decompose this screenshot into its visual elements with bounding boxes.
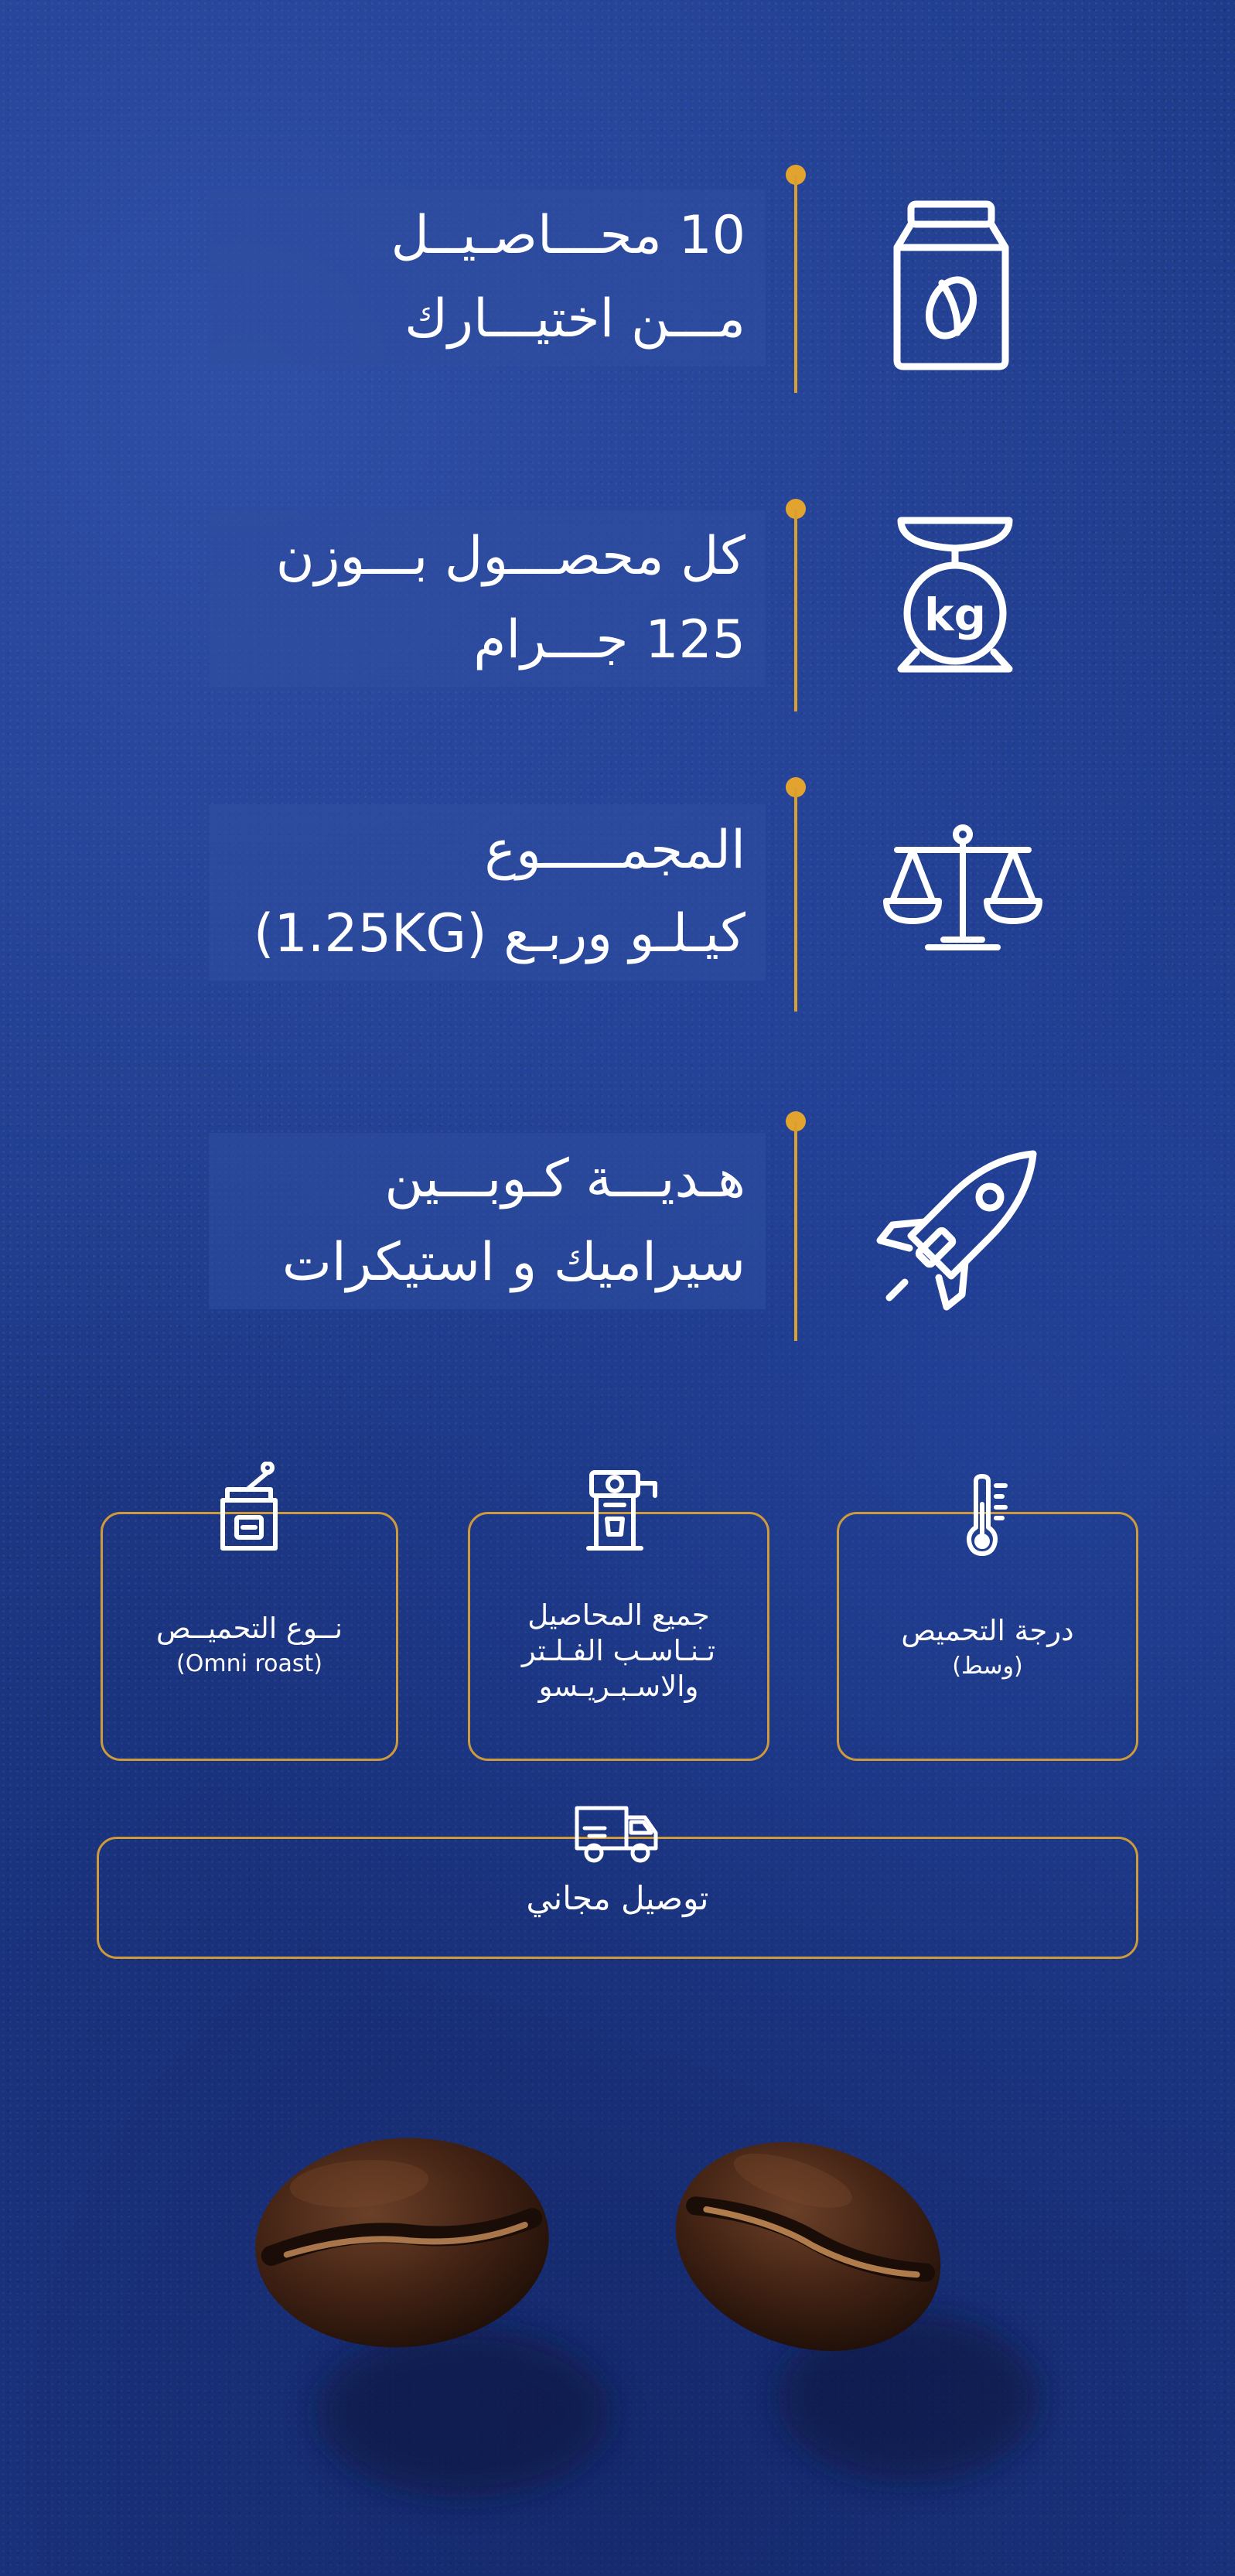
feature-text xyxy=(209,1133,766,1309)
card-line1: درجة التحميص xyxy=(901,1614,1074,1647)
delivery-label: توصيل مجاني xyxy=(526,1879,709,1917)
feature-line1: المجمـــــوع xyxy=(484,820,745,881)
card-line1: جميع المحاصيل xyxy=(527,1598,710,1632)
svg-text:kg: kg xyxy=(923,589,987,641)
thermometer-icon xyxy=(965,1473,1012,1558)
feature-text xyxy=(209,189,766,366)
coffee-beans-image xyxy=(0,2088,1235,2552)
coffee-bag-icon xyxy=(889,200,1013,371)
card-text xyxy=(103,1611,396,1682)
card-line2: تـنـاسـب الفـلـتر xyxy=(521,1634,716,1667)
feature-line2: مـــن اختيـــارك xyxy=(404,288,745,350)
card-text xyxy=(470,1598,767,1704)
feature-text xyxy=(209,510,766,687)
timeline-line xyxy=(794,787,797,1012)
feature-line1: كل محصـــول بـــوزن xyxy=(275,526,745,587)
feature-text xyxy=(209,804,766,981)
delivery-truck-icon xyxy=(574,1802,660,1867)
timeline-line xyxy=(794,175,797,393)
espresso-machine-icon xyxy=(584,1468,661,1554)
feature-line2: سيراميك و استيكرات xyxy=(281,1232,745,1293)
timeline-line xyxy=(794,1121,797,1341)
card-line2: (وسط) xyxy=(952,1653,1023,1680)
feature-line1: هـديـــة كـوبـــين xyxy=(384,1148,745,1210)
timeline-line xyxy=(794,509,797,711)
card-line1: نــوع التحميــص xyxy=(155,1612,343,1645)
balance-scale-icon xyxy=(882,824,1044,955)
feature-line2: كيـلـو وربـع (1.25KG) xyxy=(253,903,745,964)
grinder-icon xyxy=(217,1462,281,1554)
feature-line1: 10 محـــاصـيــل xyxy=(391,205,745,266)
card-text xyxy=(839,1613,1136,1684)
feature-line2: 125 جـــرام xyxy=(473,609,745,670)
rocket-icon xyxy=(874,1145,1044,1315)
card-line2: (Omni roast) xyxy=(176,1650,322,1677)
card-line3: والاسـبـريـسو xyxy=(538,1670,699,1703)
kg-scale-icon xyxy=(893,514,1017,677)
